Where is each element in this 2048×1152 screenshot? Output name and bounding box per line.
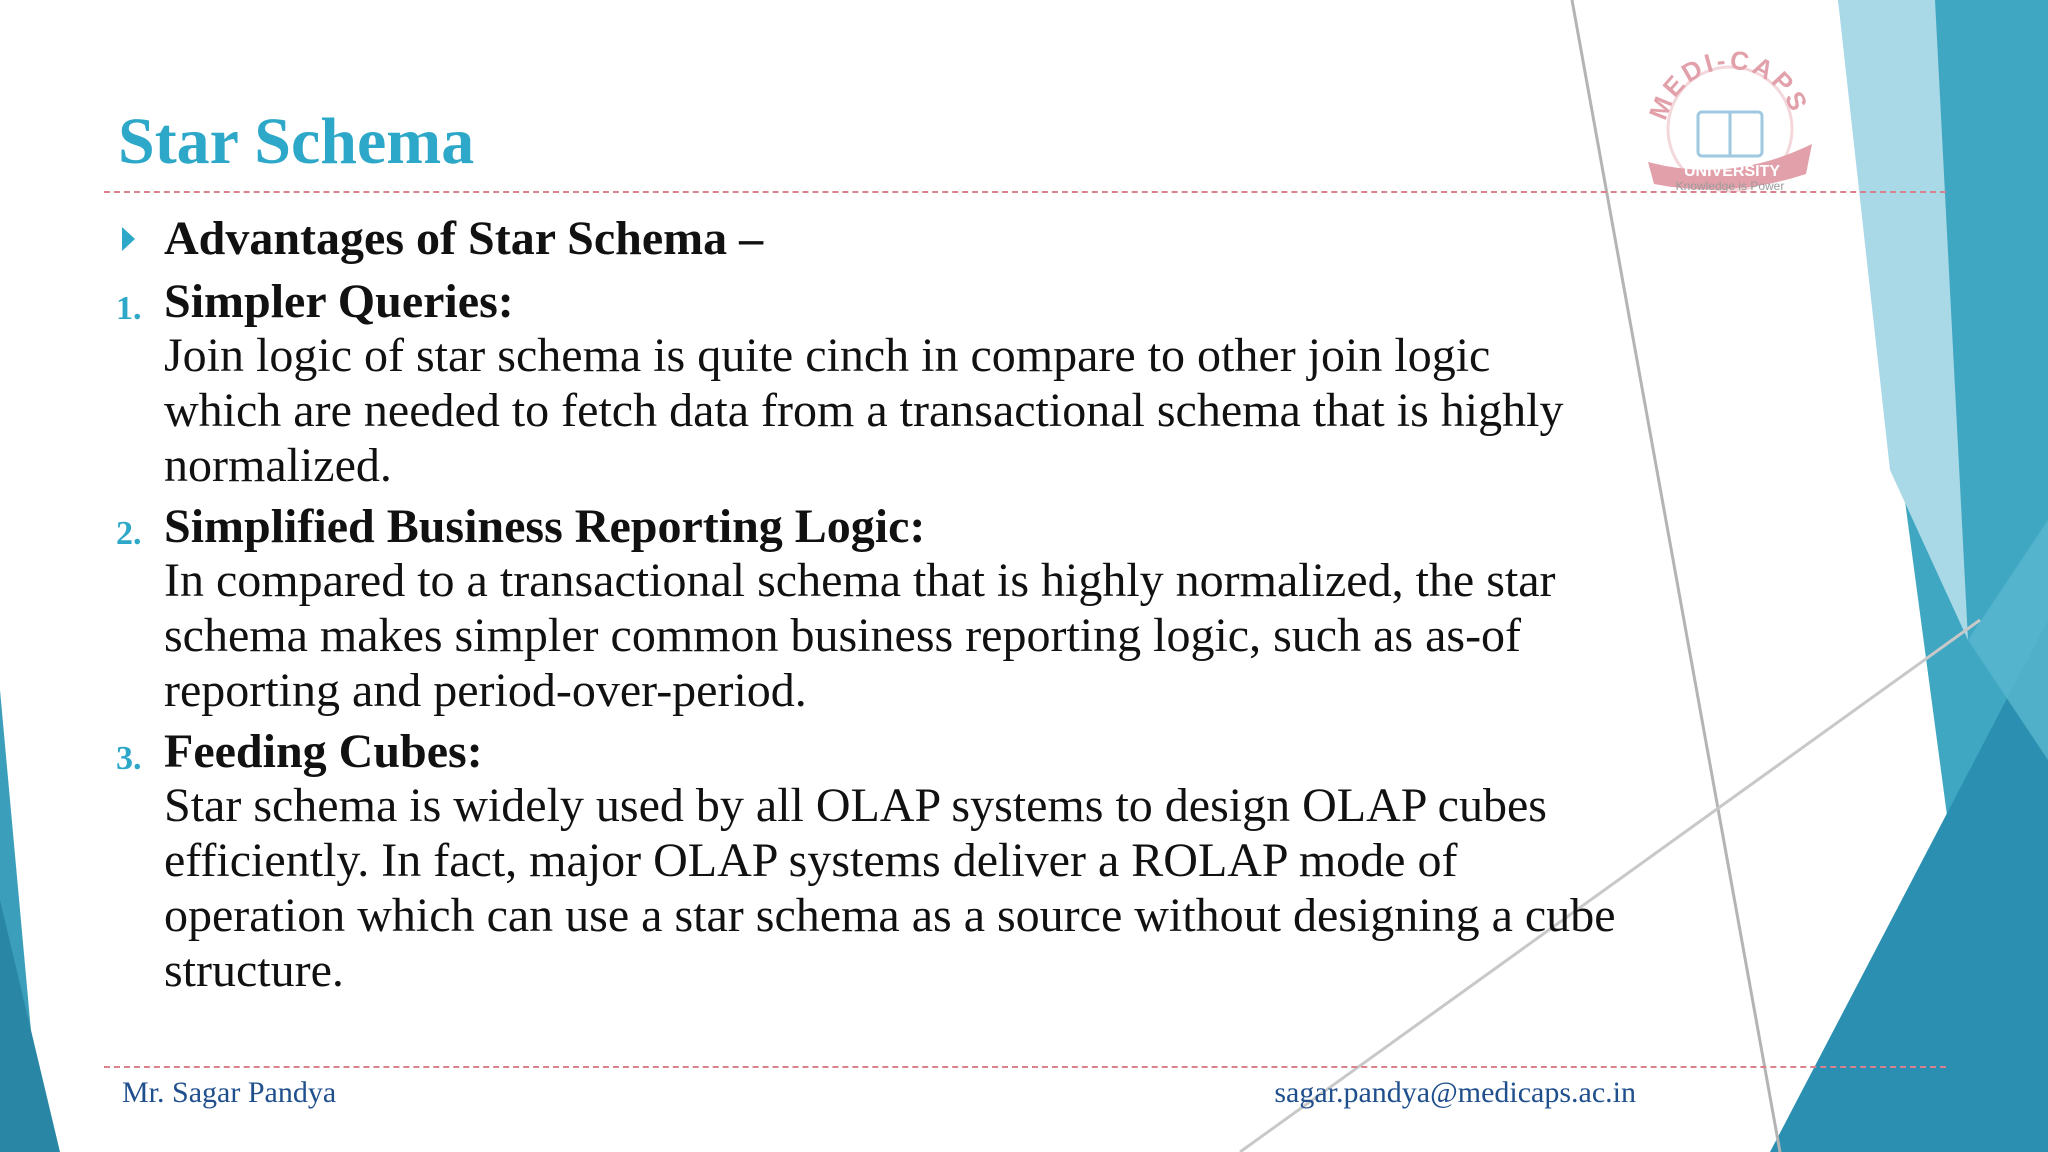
slide-content <box>116 210 1616 998</box>
svg-text:UNIVERSITY: UNIVERSITY <box>1683 163 1781 180</box>
item-number: 2. <box>116 515 142 552</box>
item-heading: Feeding Cubes: <box>164 725 483 778</box>
lead-bullet <box>116 210 1616 268</box>
university-logo <box>1620 34 1840 194</box>
item-text: Star schema is widely used by all OLAP systems to design OLAP cubes efficiently. In fact, major OLAP systems deliver a ROLAP mode of operation which can use a star schema as a source without designing a cube structure. <box>164 779 1616 997</box>
list-item <box>116 276 1616 493</box>
item-text: In compared to a transactional schema that is highly normalized, the star schema makes simpler common business reporting logic, such as as-of reporting and period-over-period. <box>164 554 1556 717</box>
footer-email: sagar.pandya@medicaps.ac.in <box>1274 1076 1636 1109</box>
item-text: Join logic of star schema is quite cinch in compare to other join logic which are needed to fetch data from a transactional schema that is highly normalized. <box>164 329 1564 492</box>
list-item <box>116 726 1616 998</box>
svg-text:Knowledge is Power: Knowledge is Power <box>1675 179 1785 193</box>
item-number: 3. <box>116 740 142 777</box>
bottom-divider <box>104 1066 1946 1068</box>
top-divider <box>104 191 1946 193</box>
item-number: 1. <box>116 290 142 327</box>
item-heading: Simplified Business Reporting Logic: <box>164 500 926 553</box>
item-heading: Simpler Queries: <box>164 275 514 328</box>
lead-text: Advantages of Star Schema – <box>164 212 764 265</box>
triangle-bullet-icon <box>122 227 135 251</box>
slide-title: Star Schema <box>118 105 475 178</box>
svg-text:MEDI-CAPS: MEDI-CAPS <box>1642 44 1815 124</box>
list-item <box>116 501 1616 718</box>
footer-author: Mr. Sagar Pandya <box>122 1076 337 1109</box>
